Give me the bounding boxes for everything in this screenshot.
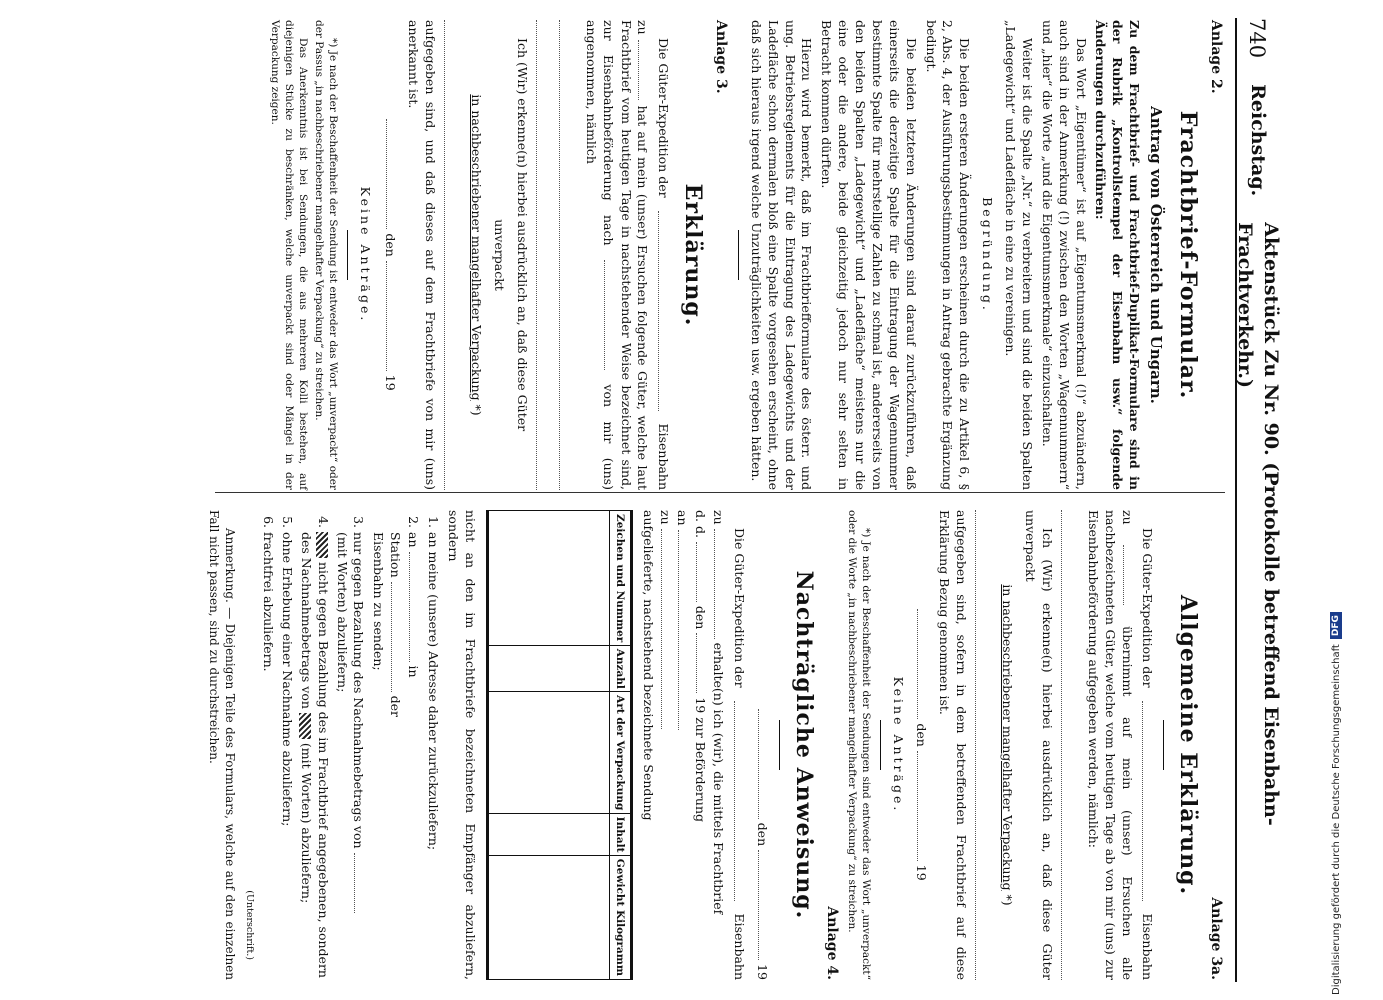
blank-field[interactable] (386, 119, 399, 229)
text: Die Güter-Expedition der (732, 528, 748, 688)
text: erhalte(n) ich (wir), die mittels Frachtbrief (711, 642, 727, 915)
blank-field[interactable] (658, 211, 671, 411)
footnote: Das Anerkenntnis ist bei Sendungen, die aus mehreren Kolli bestehen, auf diejenigen Stücke zu beschränken, welche unverpackt sind oder Mängel in der Verpackung zeigen. (269, 20, 309, 490)
list-item (369, 532, 422, 980)
paragraph: Hierzu wird bemerkt, daß im Frachtbriefformulare des österr. und ung. Betriebsreglements für die Eintragung des Ladegewichts und der Ladefläche schon dermalen bloß eine Spalte vorgesehen erscheint, ohne daß sich hieraus irgend welche Unzuträglichkeiten usw. ergeben hätten. (748, 20, 815, 490)
blank-field[interactable] (696, 633, 709, 693)
text: hat auf mein (unser) Ersuchen folgende Güter, welche laut Frachtbrief vom heutigen Tage in nachstehender Weise bezeichnet sind, zur Eisenbahnbeförderung nach (600, 20, 651, 490)
list-item (278, 532, 295, 980)
form-line (1139, 510, 1156, 980)
text: Station (388, 532, 404, 578)
anlage-4-label: Anlage 4. (823, 906, 840, 980)
blank-field[interactable] (696, 542, 709, 602)
paragraph: nicht an den im Frachtbriefe bezeichneten Empfänger abzuliefern, sondern (445, 510, 478, 980)
form-line (654, 20, 671, 490)
paragraph: Weiter ist die Spalte „Nr.“ zu verbreitern und sind die beiden Spalten „Ladegewicht“ und Ladefläche in eine zu vereinigen. (1003, 20, 1035, 490)
col-header-inhalt: Inhalt (609, 814, 631, 855)
blank-field[interactable] (917, 609, 930, 719)
blank-line[interactable] (1061, 510, 1078, 980)
table-cell[interactable] (489, 511, 610, 646)
option-unverpackt: unverpackt (492, 219, 508, 291)
blank-field[interactable] (917, 751, 930, 861)
blank-field[interactable] (604, 260, 617, 370)
text: in (406, 665, 422, 678)
frachtbrief-title: Frachtbrief-Formular. (1175, 110, 1202, 400)
footnote: *) Je nach der Beschaffenheit der Sendungen sind entweder das Wort „unverpackt“ oder die Worte „in nachbeschriebener mangelhafter Verpackung“ zu streichen. (846, 510, 872, 980)
signature-label: (Unterschrift.) (244, 890, 256, 960)
text: Eisenbahn zu senden; (371, 532, 387, 671)
blank-field[interactable] (638, 40, 651, 100)
text: Die Güter-Expedition der (656, 38, 672, 198)
dfg-logo-icon: DFG (1330, 612, 1342, 639)
text: (mit Worten) abzuliefern; (334, 532, 350, 693)
blank-field[interactable] (734, 701, 747, 901)
form-paragraph (1084, 510, 1136, 980)
anlage-2-label: Anlage 2. (1208, 20, 1224, 94)
blank-line[interactable] (536, 20, 553, 490)
text: den (693, 605, 709, 630)
text: 19 (693, 697, 709, 714)
blank-field[interactable] (758, 709, 771, 819)
text: der (388, 695, 404, 717)
table-cell[interactable] (489, 814, 610, 855)
blank-field[interactable] (661, 529, 674, 729)
blank-field[interactable] (758, 850, 771, 960)
list-item (424, 532, 441, 980)
nachtraegliche-anweisung-title: Nachträgliche Anweisung. (790, 570, 817, 920)
blank-field[interactable] (386, 261, 399, 371)
header-reichstag: Reichstag. (1246, 84, 1269, 197)
paragraph: Die beiden letzteren Änderungen sind darauf zurückzuführen, daß einerseits die derzeitige Spalte für die Eintragung der Wagennummer bestimmte Spalte für mehrstellige Zahlen zu schmal ist, andererseits von den beiden Spalten „Ladegewicht“ und „Ladefläche“ meistens nur die eine oder die andere, beide gleichzeitig jedoch nur sehr selten in Betracht kommen dürften. (819, 20, 919, 490)
text: an (406, 532, 422, 548)
footnote: *) Je nach der Beschaffenheit der Sendung ist entweder das Wort „unverpackt“ oder der Passus „in nachbeschriebener mangelhafter Verpackung“ zu streichen. (313, 20, 339, 490)
footnote-marker: *) (469, 404, 485, 416)
date-line (381, 20, 399, 490)
text: Eisenbahn (732, 913, 748, 980)
table-cell[interactable] (489, 646, 610, 692)
paragraph: Das Wort „Eigentümer“ ist auf „Eigentumsmerkmal (!)“ abzuändern, auch sind in der Anmerkung (!) zwischen den Worten „Wagennummern“ und „hier“ die Worte „und die Eigentumsmerkmale“ einzuschalten. (1039, 20, 1089, 490)
paragraph: Ich (Wir) erkenne(n) hierbei ausdrücklich an, daß diese Güter unverpackt (1023, 510, 1055, 980)
text: zu (635, 20, 651, 35)
paragraph: Ich (Wir) erkenne(n) hierbei ausdrücklich an, daß diese Güter (514, 38, 530, 432)
antrag-lead: Zu dem Frachtbrief- und Frachtbrief-Duplikat-Formulare sind in der Rubrik „Kontrollstempel der Eisenbahn usw.“ folgende Änderungen durchzuführen: (1093, 20, 1143, 490)
separator (347, 230, 348, 280)
consignment-table (486, 510, 633, 980)
credit-text: Digitalisierung gefördert durch die Deutsche Forschungsgemeinschaft (1330, 644, 1342, 995)
text: übernimmt auf mein (unser) Ersuchen alle nachbezeichneten Güter, welche vom heutigen Tage ab von mir (uns) zur Eisenbahnbeförderung aufgegeben werden, nämlich: (1085, 510, 1135, 980)
text: von mir (uns) angenommen, nämlich (583, 20, 616, 490)
blank-field[interactable] (409, 552, 422, 662)
text: aufgelieferte, nachstehend bezeichnete Sendung (640, 510, 656, 821)
text: in nachbeschriebener mangelhafter Verpackung (469, 94, 485, 401)
text: (mit Worten) abzuliefern; (298, 742, 314, 904)
rotated-document-page (37, 0, 1287, 1000)
blank-field[interactable] (714, 529, 727, 639)
table-row (489, 511, 610, 980)
text: Eisenbahn (1140, 913, 1156, 980)
text: 19 (382, 374, 398, 391)
erklaerung-title: Erklärung. (680, 183, 707, 327)
blank-field[interactable] (354, 853, 367, 913)
digitization-credit (1330, 612, 1342, 995)
left-column (265, 20, 1229, 490)
separator (779, 720, 780, 770)
text: ohne Erhebung einer Nachnahme abzuliefern; (279, 532, 295, 827)
date-line (753, 510, 771, 980)
text: 19 (754, 964, 770, 980)
anlage-3a-label: Anlage 3a. (1208, 897, 1224, 980)
col-header-zeichen: Zeichen und Nummer (609, 511, 631, 646)
footnote-marker: *) (1000, 894, 1016, 906)
date-line (912, 510, 930, 980)
col-header-verpackung: Art der Verpackung (609, 692, 631, 814)
redaction-mark (299, 713, 311, 739)
paragraph: Die beiden ersteren Änderungen erscheinen durch die zu Artikel 6, § 2, Abs. 4, der Ausführungsbestimmungen in Antrag gebrachte Ergänzung bedingt. (923, 20, 973, 490)
option-mangelhaft (467, 20, 484, 490)
begruendung-heading: Begründung. (980, 197, 996, 313)
text: zu (657, 510, 673, 525)
text: frachtfrei abzuliefern. (261, 532, 277, 672)
allgemeine-erklaerung-title: Allgemeine Erklärung. (1175, 594, 1202, 896)
right-column (203, 510, 1229, 980)
table-cell[interactable] (489, 692, 610, 814)
text: d. d. (693, 510, 709, 538)
antrag-subtitle: Antrag von Österreich und Ungarn. (1147, 106, 1166, 404)
table-bottom-rule (487, 511, 489, 980)
blank-field[interactable] (678, 530, 691, 730)
text: den (754, 822, 770, 847)
page-number: 740 (1245, 18, 1270, 59)
form-paragraph (582, 20, 652, 490)
text: an meine (unsere) Adresse daher zurückzuliefern; (425, 532, 441, 851)
separator (1163, 720, 1164, 770)
paragraph: aufgegeben sind, und daß dieses auf dem Frachtbriefe von mir (uns) anerkannt ist. (406, 20, 439, 490)
paragraph: aufgegeben sind, sofern in dem betreffenden Frachtbrief auf diese Erklärung Bezug genommen ist. (937, 510, 970, 980)
text: zur Beförderung (693, 717, 709, 822)
anlage-3-label: Anlage 3. (712, 20, 729, 94)
column-divider (215, 492, 1225, 493)
blank-field[interactable] (391, 582, 404, 692)
text: 19 (913, 864, 929, 881)
text: zu (711, 510, 727, 525)
blank-line[interactable] (444, 20, 461, 490)
blank-field[interactable] (1123, 545, 1136, 605)
page-header (1234, 18, 1282, 982)
blank-line[interactable] (975, 510, 992, 980)
text: den (382, 233, 398, 257)
list-item (297, 532, 331, 980)
text: in nachbeschriebener mangelhafter Verpackung (1000, 584, 1016, 891)
anmerkung: Anmerkung. — Diejenigen Teile des Formulars, welche auf den einzelnen Fall nicht passen, sind zu durchstreichen. (207, 510, 238, 980)
text: den (913, 723, 929, 747)
text: Die Güter-Expedition der (1140, 528, 1156, 688)
table-cell[interactable] (489, 855, 610, 979)
keine-antraege: Keine Anträge. (357, 186, 373, 324)
separator (880, 720, 881, 770)
text: Eisenbahn (656, 423, 672, 490)
blank-field[interactable] (1142, 701, 1155, 901)
text: zu (1119, 510, 1135, 525)
list-item (333, 532, 368, 980)
col-header-gewicht: Gewicht Kilogramm (609, 855, 631, 979)
blank-line[interactable] (559, 20, 576, 490)
header-title: Aktenstück Zu Nr. 90. (Protokolle betreffend Eisenbahn-Frachtverkehr.) (1234, 222, 1282, 826)
option-mangelhaft (998, 510, 1015, 980)
text: nicht gegen Bezahlung des im Frachtbrief angegebenen, sondern des Nachnahmebetrags von (298, 532, 331, 978)
text: nur gegen Bezahlung des Nachnahmebetrags von (351, 532, 367, 849)
text: an (675, 510, 691, 526)
redaction-mark (316, 532, 328, 558)
list-item (259, 532, 276, 980)
col-header-anzahl: Anzahl (609, 646, 631, 692)
form-line (730, 510, 747, 980)
separator (738, 230, 739, 280)
form-paragraph (639, 510, 727, 980)
delivery-options-list (259, 510, 441, 980)
keine-antraege: Keine Anträge. (890, 676, 906, 814)
